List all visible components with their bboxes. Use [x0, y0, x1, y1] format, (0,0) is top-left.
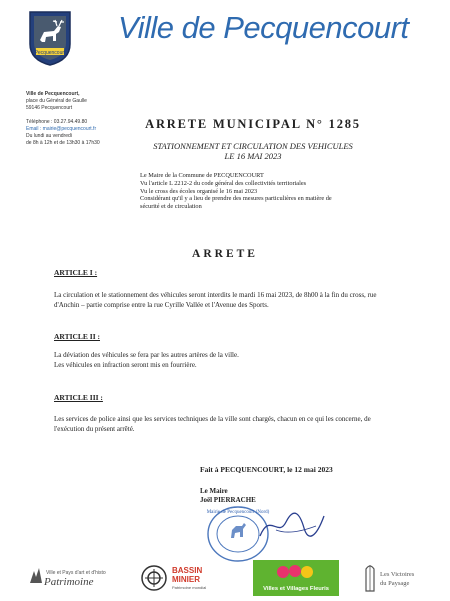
article-2-line: La déviation des véhicules se fera par les autres artères de la ville. [54, 351, 239, 359]
decree-subtitle [128, 141, 378, 161]
paysage-text: du Paysage [380, 580, 410, 587]
preamble-line: Vu le cross des écoles organisé le 16 mai 2023 [140, 187, 258, 195]
villes-fleuris-text: Villes et Villages Fleuris [263, 586, 329, 592]
article-2-text [54, 350, 400, 370]
arrete-heading: ARRETE [192, 248, 258, 260]
victoires-paysage-logo [360, 561, 434, 595]
contact-line: place du Général de Gaulle [26, 98, 87, 104]
patrimoine-text: Patrimoine [44, 576, 94, 588]
minier-text: MINIER [172, 575, 200, 584]
hours-line: de 8h à 12h et de 13h30 à 17h30 [26, 140, 100, 146]
patrimoine-mondial-text: Patrimoine mondial [172, 585, 207, 590]
patrimoine-logo [26, 563, 106, 593]
article-2-heading: ARTICLE II : [54, 332, 100, 341]
article-2-line: Les véhicules en infraction seront mis en fourrière. [54, 361, 197, 369]
done-at-line: Fait à PECQUENCOURT, le 12 mai 2023 [200, 465, 333, 474]
article-1-text: La circulation et le stationnement des véhicules seront interdits le mardi 16 mai 2023, de 8h00 à la fin du cross, rue d'Anchin – partie comprise entre la rue Cyrille Vallée et l'Avenue des Sports. [54, 291, 377, 309]
hours-line: Du lundi au vendredi [26, 133, 72, 139]
contact-column [26, 91, 126, 147]
contact-line: Ville de Pecquencourt, [26, 91, 80, 97]
town-name-heading: Ville de Pecquencourt [118, 10, 409, 45]
stamp-text: Mairie de Pecquencourt (Nord) [206, 510, 270, 515]
crest-label: Pecquencourt [34, 50, 66, 56]
bassin-text: BASSIN [172, 566, 203, 575]
phone-text: Téléphone : 03.27.94.49.80 [26, 119, 88, 125]
article-1-heading: ARTICLE I : [54, 268, 98, 277]
signatory [200, 487, 256, 505]
preamble-line: Vu l'article L 2212-2 du code général des collectivités territoriales [140, 179, 307, 187]
handwritten-signature [256, 508, 328, 544]
article-3-text: Les services de police ainsi que les services techniques de la ville sont chargés, chacun en ce qui les concerne, de l'exécution du présent arrêté. [54, 415, 371, 433]
subtitle-line: STATIONNEMENT ET CIRCULATION DES VEHICULES [153, 141, 353, 151]
patrimoine-small-text: Ville et Pays d'art et d'histoire [46, 570, 106, 576]
preamble [140, 172, 400, 211]
preamble-line: Considérant qu'il y a lieu de prendre des mesures particulières en matière de [140, 195, 332, 203]
preamble-line: sécurité et de circulation [140, 203, 202, 211]
email-link[interactable]: Email : mairie@pecquencourt.fr [26, 126, 97, 132]
victoires-text: Les Victoires [380, 571, 415, 578]
decree-title: ARRETE MUNICIPAL N° 1285 [145, 117, 361, 131]
preamble-line: Le Maire de la Commune de PECQUENCOURT [140, 172, 264, 179]
villes-fleuris-logo [253, 560, 339, 596]
contact-line: 59146 Pecquencourt [26, 105, 73, 111]
signatory-title: Le Maire [200, 487, 228, 495]
bassin-minier-logo [140, 562, 228, 594]
subtitle-date: LE 16 MAI 2023 [224, 151, 282, 161]
signatory-name: Joël PIERRACHE [200, 496, 256, 504]
article-3-heading: ARTICLE III : [54, 393, 103, 402]
town-crest-logo [28, 10, 72, 66]
